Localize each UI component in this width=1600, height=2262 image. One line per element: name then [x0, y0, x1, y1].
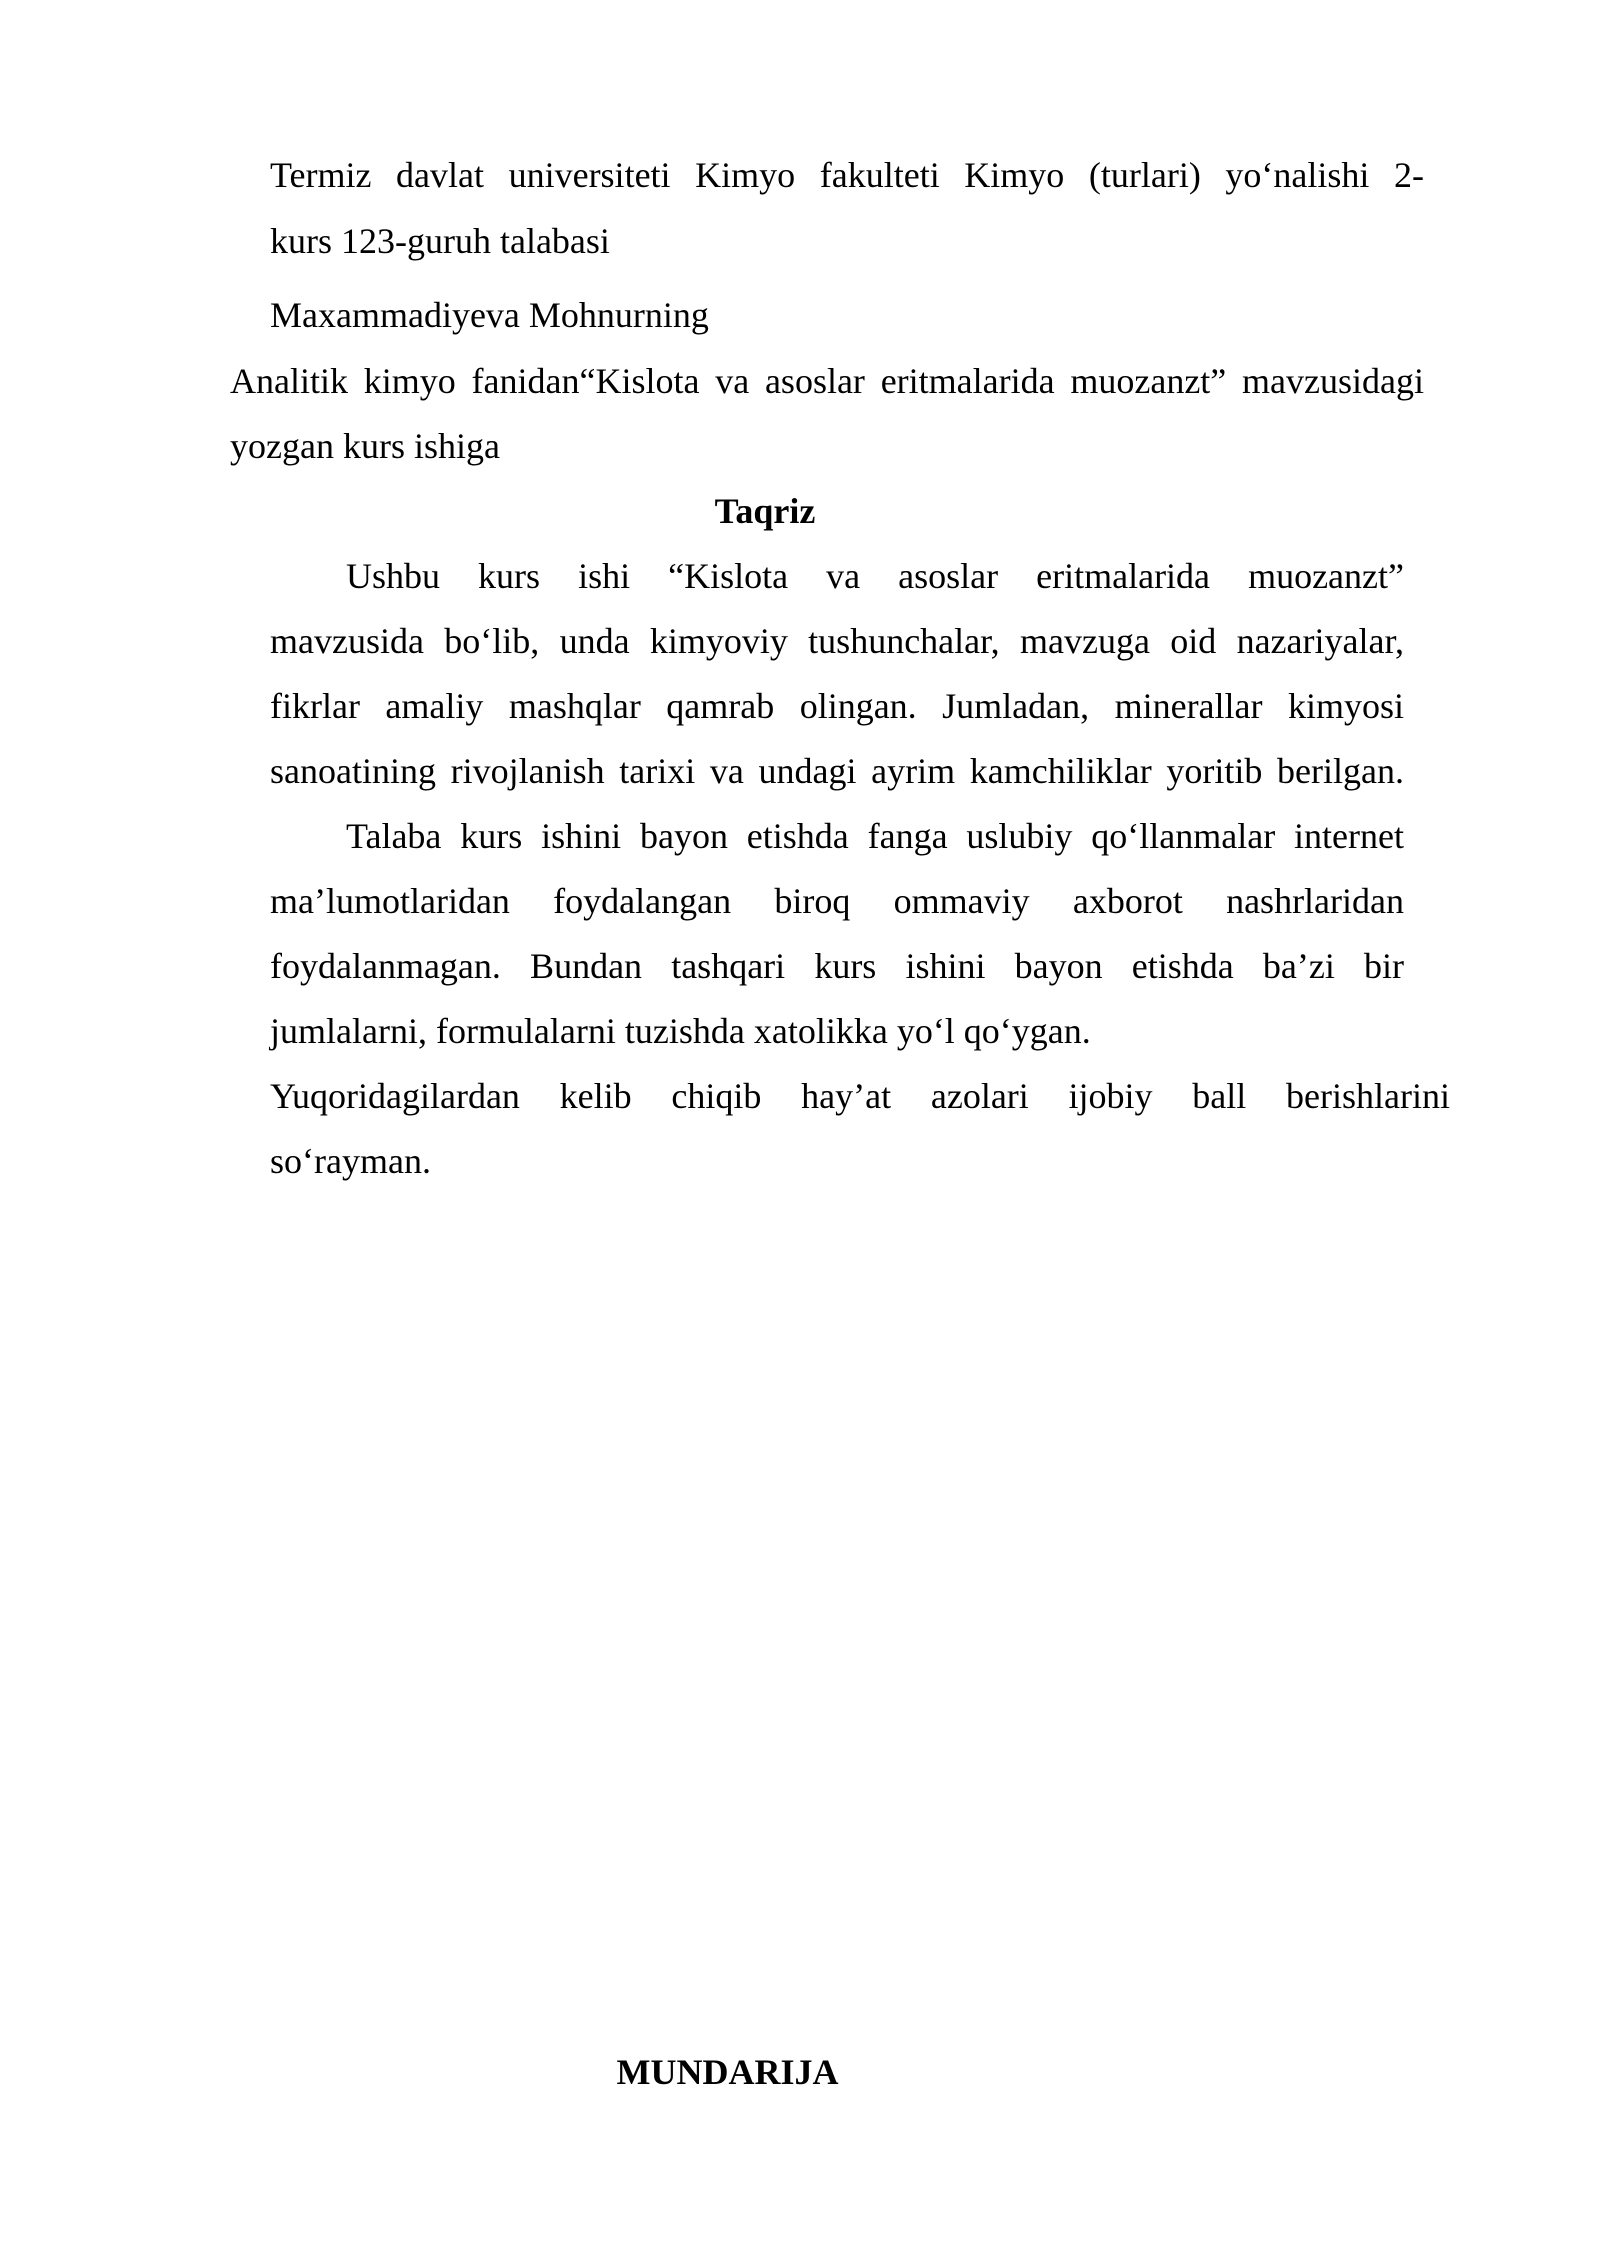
header-line-2: kurs 123-guruh talabasi — [270, 221, 610, 261]
review-p2-line-1: Talaba kurs ishini bayon etishda fanga uslubiy qo‘llanmalar internet — [346, 816, 1404, 856]
review-p1-line-4: sanoatining rivojlanish tarixi va undagi ayrim kamchiliklar yoritib berilgan. — [270, 751, 1404, 791]
review-p1-line-3: fikrlar amaliy mashqlar qamrab olingan. Jumladan, minerallar kimyosi — [270, 686, 1404, 726]
review-p2-line-2: ma’lumotlaridan foydalangan biroq ommaviy axborot nashrlaridan — [270, 881, 1404, 921]
review-p1-line-1: Ushbu kurs ishi “Kislota va asoslar eritmalarida muozanzt” — [346, 556, 1404, 596]
header-line-1: Termiz davlat universiteti Kimyo fakulteti Kimyo (turlari) yo‘nalishi 2- — [270, 155, 1424, 195]
review-p2-line-3: foydalanmagan. Bundan tashqari kurs ishini bayon etishda ba’zi bir — [270, 946, 1404, 986]
contents-title: MUNDARIJA — [616, 2052, 839, 2092]
review-p3-line-2: so‘rayman. — [270, 1141, 431, 1181]
subject-line-2: yozgan kurs ishiga — [230, 426, 500, 466]
review-p3-line-1: Yuqoridagilardan kelib chiqib hay’at azolari ijobiy ball berishlarini — [270, 1076, 1450, 1116]
subject-line-1: Analitik kimyo fanidan“Kislota va asoslar eritmalarida muozanzt” mavzusidagi — [230, 361, 1424, 401]
student-name: Maxammadiyeva Mohnurning — [270, 295, 709, 335]
review-p2-line-4: jumlalarni, formulalarni tuzishda xatolikka yo‘l qo‘ygan. — [270, 1011, 1091, 1051]
review-p1-line-2: mavzusida bo‘lib, unda kimyoviy tushunchalar, mavzuga oid nazariyalar, — [270, 621, 1404, 661]
review-title: Taqriz — [714, 491, 816, 531]
